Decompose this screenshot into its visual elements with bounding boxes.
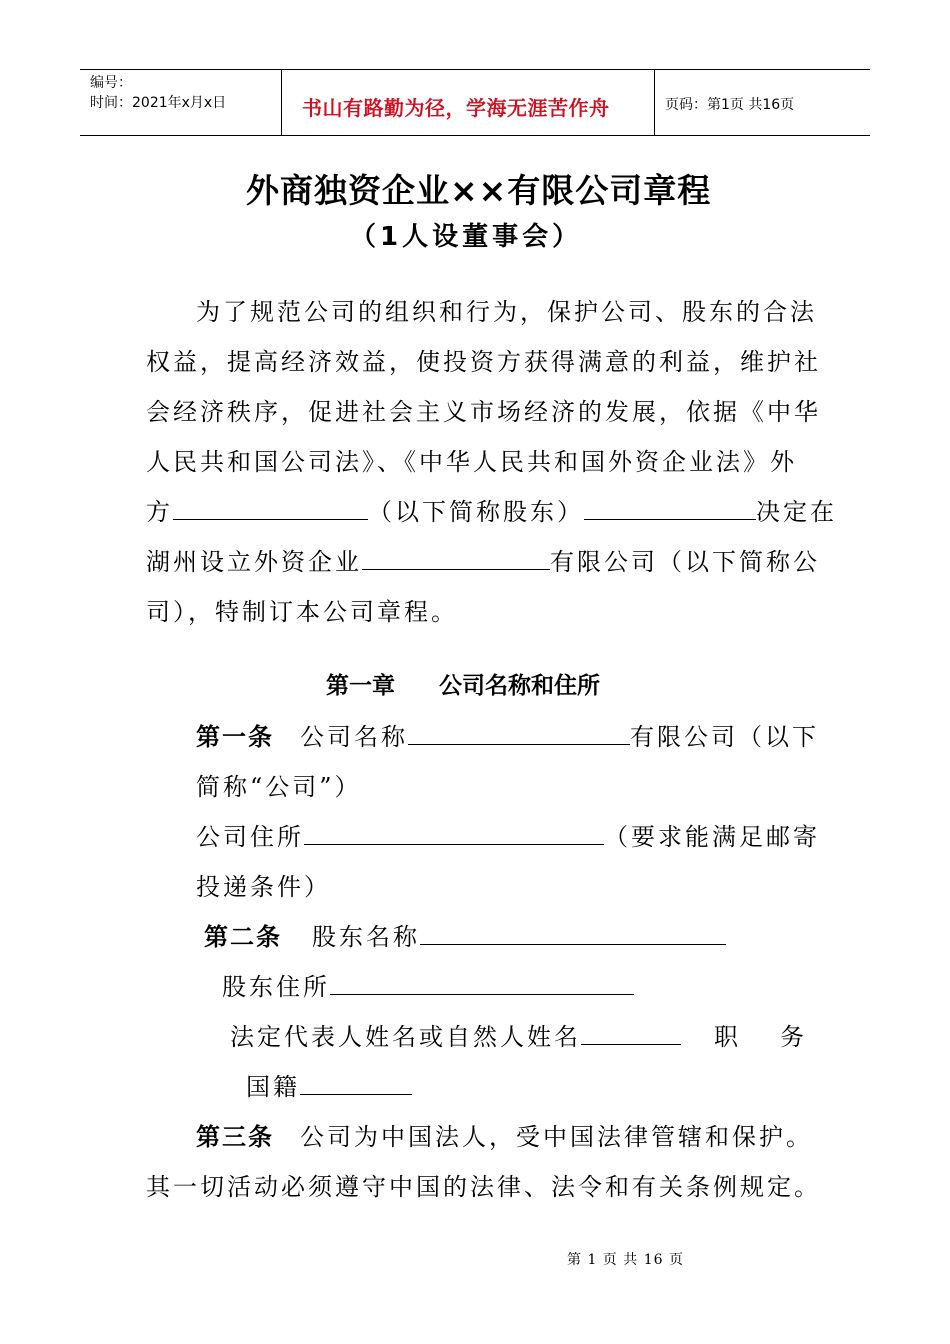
header-divider-left <box>281 69 282 135</box>
nationality-blank[interactable] <box>300 1072 412 1095</box>
shareholder-name-label: 股东名称 <box>312 923 420 951</box>
preamble-line-1: 为了规范公司的组织和行为，保护公司、股东的合法 <box>196 298 817 326</box>
article-1-line-1 <box>196 717 819 752</box>
preamble-line-5-end: 决定在 <box>756 498 837 526</box>
document-title: 外商独资企业××有限公司章程 <box>246 171 712 210</box>
header-divider-right <box>654 69 655 135</box>
article-2-line-4 <box>246 1067 412 1102</box>
position-label-2: 务 <box>780 1023 807 1051</box>
article-2-label: 第二条 <box>204 923 282 951</box>
company-name-blank[interactable] <box>408 722 630 745</box>
article-3-line-2: 其一切活动必须遵守中国的法律、法令和有关条例规定。 <box>146 1173 821 1201</box>
preamble-line-6-start: 湖州设立外资企业 <box>146 548 362 576</box>
preamble-line-3: 会经济秩序，促进社会主义市场经济的发展，依据《中华 <box>146 398 821 426</box>
shareholder-name-blank[interactable] <box>420 922 726 945</box>
header-page-info: 页码：第1页 共16页 <box>665 97 795 113</box>
header-number-label: 编号： <box>90 75 132 91</box>
foreign-party-blank[interactable] <box>173 497 368 520</box>
preamble-line-2: 权益，提高经济效益，使投资方获得满意的利益，维护社 <box>146 348 821 376</box>
article-2-line-1 <box>204 917 726 952</box>
chapter-1-title: 公司名称和住所 <box>439 673 600 699</box>
page-footer: 第 1 页 共 16 页 <box>567 1252 684 1268</box>
header-top-rule <box>80 69 870 70</box>
preamble-line-6 <box>146 542 820 577</box>
header-time-label: 时间：2021年x月x日 <box>90 95 227 111</box>
article-3-text-1: 公司为中国法人，受中国法律管辖和保护。 <box>300 1123 813 1151</box>
article-1-line-2: 简称“公司”） <box>196 773 362 801</box>
preamble-line-7: 司），特制订本公司章程。 <box>146 598 458 626</box>
legal-representative-blank[interactable] <box>581 1022 681 1045</box>
preamble-line-4: 人民共和国公司法》、《中华人民共和国外资企业法》外 <box>146 448 797 476</box>
article-1-label: 第一条 <box>196 723 274 751</box>
article-3-line-1 <box>196 1117 813 1152</box>
shareholder-address-blank[interactable] <box>330 972 634 995</box>
position-label: 职 <box>714 1023 741 1051</box>
company-address-suffix: （要求能满足邮寄 <box>604 823 820 851</box>
company-name-suffix: 有限公司（以下 <box>630 723 819 751</box>
nationality-label: 国籍 <box>246 1073 300 1101</box>
preamble-line-6-end: 有限公司（以下简称公 <box>550 548 820 576</box>
preamble-line-5-start: 方 <box>146 498 173 526</box>
chapter-1-number: 第一章 <box>326 673 395 699</box>
article-3-label: 第三条 <box>196 1123 274 1151</box>
company-name-prefix: 公司名称 <box>300 723 408 751</box>
decision-blank[interactable] <box>584 497 756 520</box>
enterprise-name-blank[interactable] <box>362 547 550 570</box>
legal-representative-label: 法定代表人姓名或自然人姓名 <box>230 1023 581 1051</box>
header-bottom-rule <box>80 135 870 136</box>
shareholder-address-label: 股东住所 <box>222 973 330 1001</box>
article-1-line-3 <box>196 817 820 852</box>
header-motto: 书山有路勤为径，学海无涯苦作舟 <box>302 96 610 120</box>
chapter-1-heading <box>326 667 600 700</box>
preamble-line-5 <box>146 492 837 527</box>
company-address-prefix: 公司住所 <box>196 823 304 851</box>
document-subtitle: （1人设董事会） <box>350 222 583 252</box>
company-address-blank[interactable] <box>304 822 604 845</box>
article-1-line-4: 投递条件） <box>196 873 331 901</box>
preamble-line-5-mid: （以下简称股东） <box>368 498 584 526</box>
article-2-line-3 <box>230 1017 681 1052</box>
article-2-line-2 <box>222 967 634 1002</box>
